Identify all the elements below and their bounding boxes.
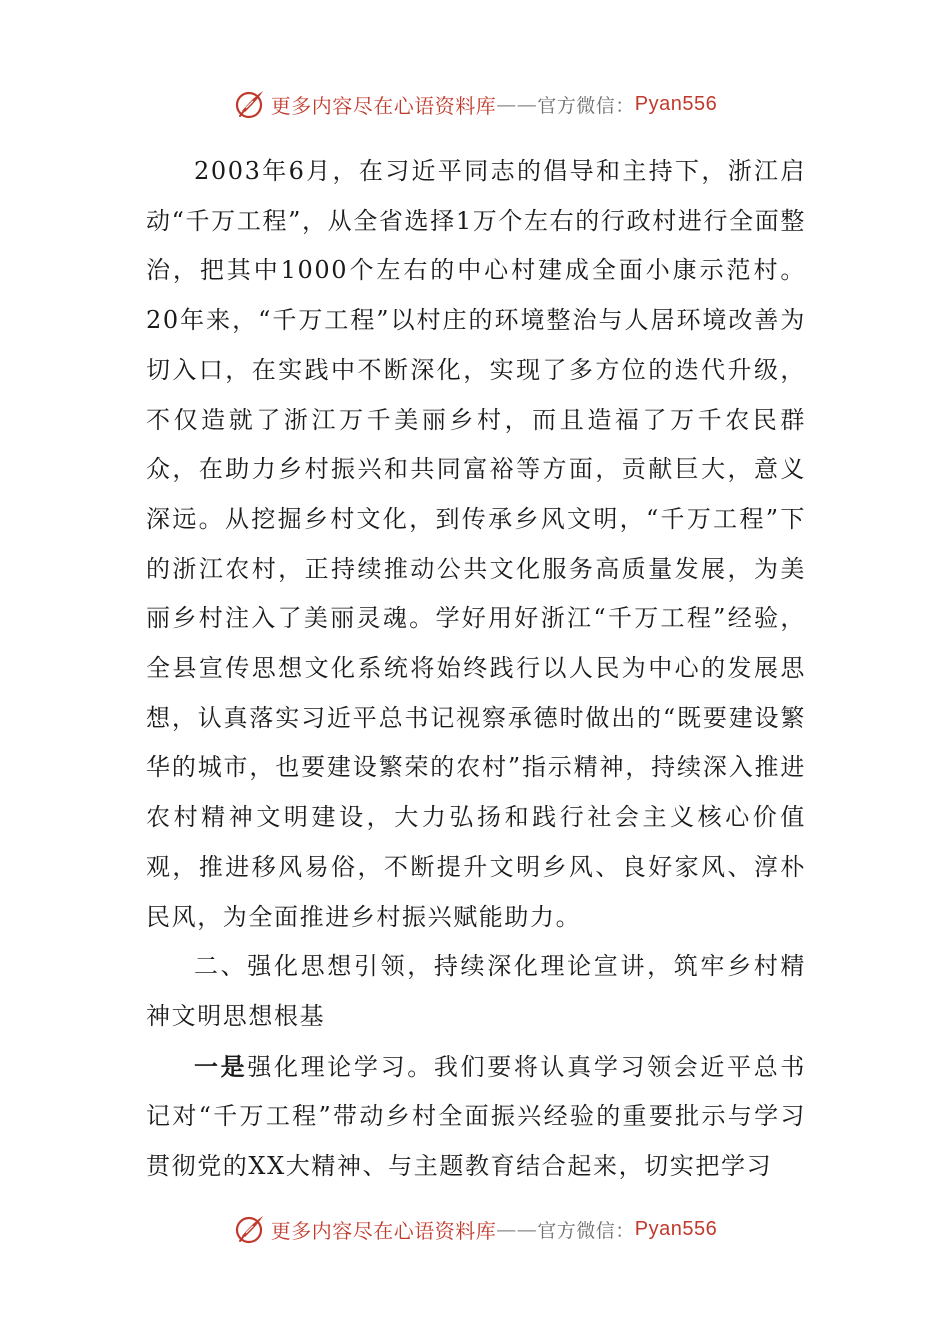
watermark-wechat-id: Pyan556 <box>634 1217 718 1240</box>
header-watermark <box>0 84 950 124</box>
watermark-brand: 更多内容尽在心语资料库 <box>270 1218 497 1243</box>
watermark-dash: —— <box>496 1217 538 1241</box>
footer-watermark <box>0 1209 950 1249</box>
watermark-wechat-id: Pyan556 <box>634 92 718 115</box>
quill-pen-seal-icon <box>233 87 267 121</box>
watermark-official-label: 官方微信： <box>537 1219 635 1242</box>
lead-phrase: 一是 <box>194 1051 248 1081</box>
lead-paragraph-text: 强化理论学习。我们要将认真学习领会近平总书记对“千万工程”带动乡村全面振兴经验的重要批示与学习贯彻党的XX大精神、与主题教育结合起来，切实把学习 <box>146 1052 806 1181</box>
document-body <box>146 147 806 1192</box>
body-paragraph-lead <box>146 1042 806 1192</box>
watermark-dash: —— <box>496 92 538 116</box>
body-paragraph: 2003年6月，在习近平同志的倡导和主持下，浙江启动“千万工程”，从全省选择1万个左右的行政村进行全面整治，把其中1000个左右的中心村建成全面小康示范村。20年来，“千万工程”以村庄的环境整治与人居环境改善为切入口，在实践中不断深化，实现了多方位的迭代升级，不仅造就了浙江万千美丽乡村，而且造福了万千农民群众，在助力乡村振兴和共同富裕等方面，贡献巨大，意义深远。从挖掘乡村文化，到传承乡风文明，“千万工程”下的浙江农村，正持续推动公共文化服务高质量发展，为美丽乡村注入了美丽灵魂。学好用好浙江“千万工程”经验，全县宣传思想文化系统将始终践行以人民为中心的发展思想，认真落实习近平总书记视察承德时做出的“既要建设繁华的城市，也要建设繁荣的农村”指示精神，持续深入推进农村精神文明建设，大力弘扬和践行社会主义核心价值观，推进移风易俗，不断提升文明乡风、良好家风、淳朴民风，为全面推进乡村振兴赋能助力。 <box>146 157 806 931</box>
watermark-official-label: 官方微信： <box>537 94 635 117</box>
quill-pen-seal-icon <box>233 1212 267 1246</box>
section-heading: 二、强化思想引领，持续深化理论宣讲，筑牢乡村精神文明思想根基 <box>146 952 806 1030</box>
watermark-brand: 更多内容尽在心语资料库 <box>270 93 497 118</box>
